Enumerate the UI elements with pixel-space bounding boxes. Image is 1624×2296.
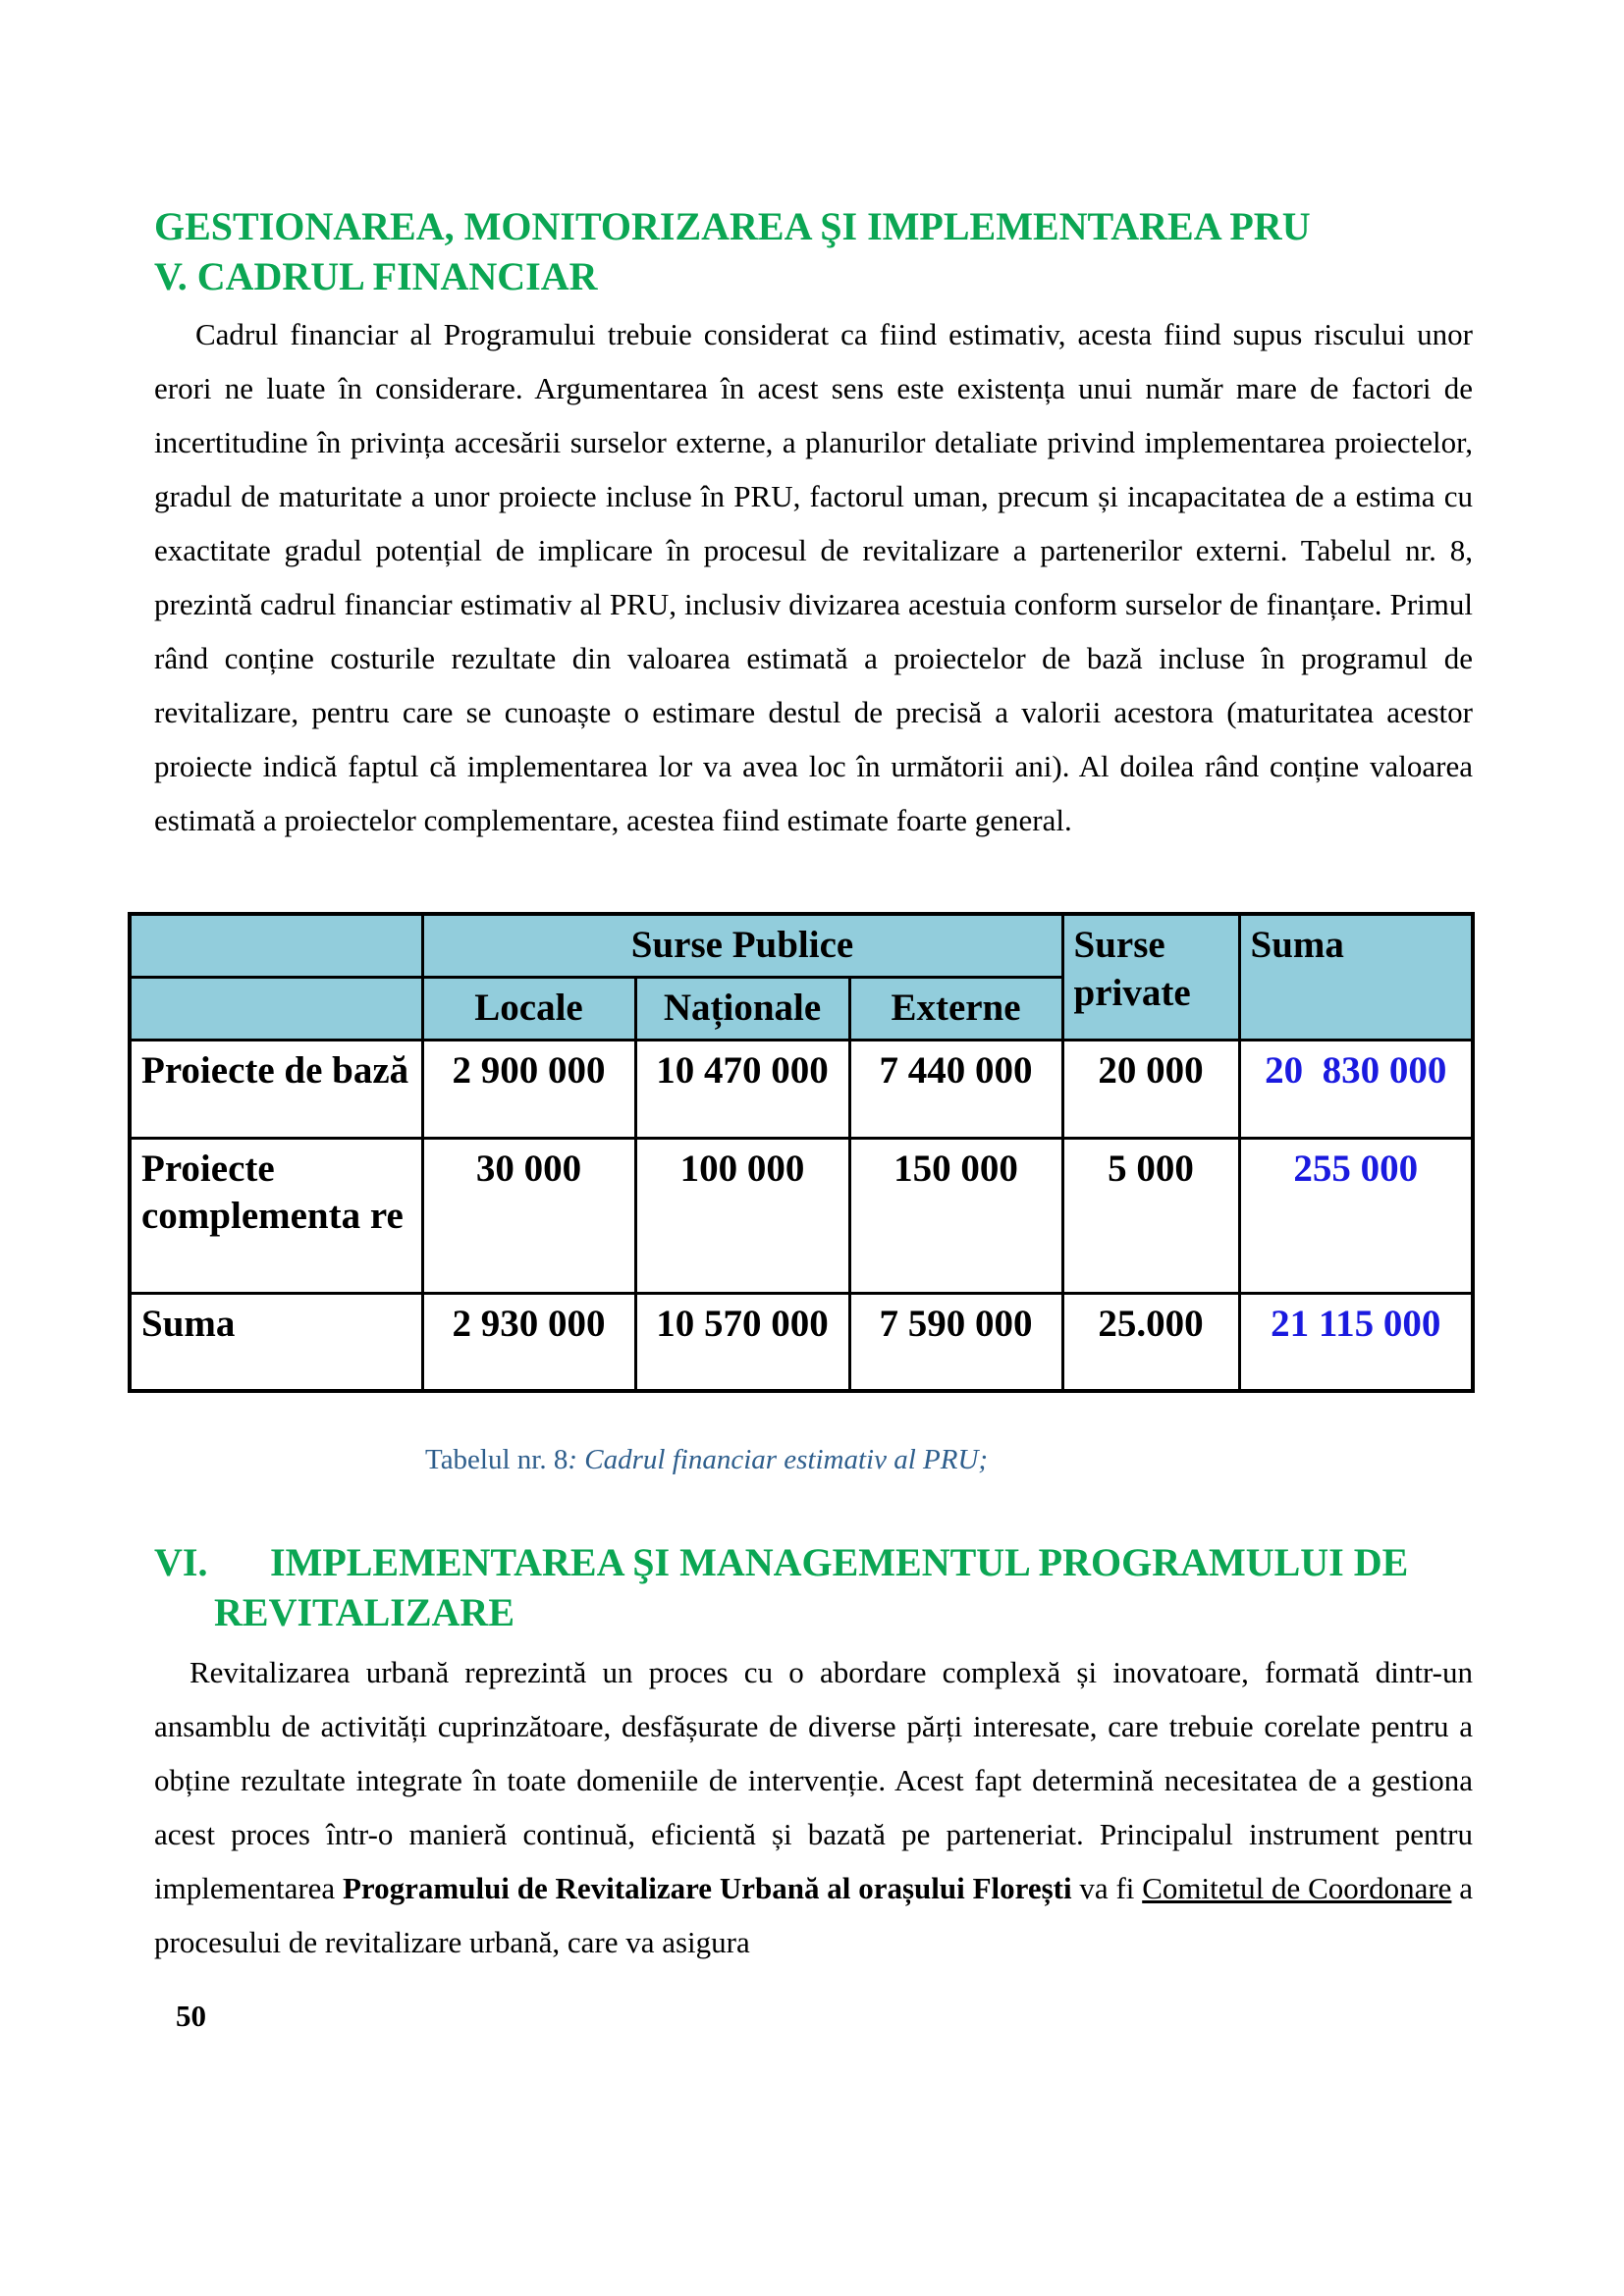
cell-nationale: 10 570 000 — [635, 1293, 849, 1391]
paragraph-cadru-financiar: Cadrul financiar al Programului trebuie considerat ca fiind estimativ, acesta fiind supus riscului unor erori ne luate în considerare. Argumentarea în acest sens este existența unui număr mare de factori de incertitudine în privința accesării surselor externe, a planurilor detaliate privind implementarea proiectelor, gradul de maturitate a unor proiecte incluse în PRU, factorul uman, precum și incapacitatea de a estima cu exactitate gradul potențial de implicare în procesul de revitalizare a partenerilor externi. Tabelul nr. 8, prezintă cadrul financiar estimativ al PRU, inclusiv divizarea acestuia conform surselor de finanțare. Primul rând conține costurile rezultate din valoarea estimată a proiectelor de bază incluse în programul de revitalizare, pentru care se cunoaște o estimare destul de precisă a valorii acestora (maturitatea acestor proiecte indică faptul că implementarea lor va avea loc în următorii ani). Al doilea rând conține valoarea estimată a proiectelor complementare, acestea fiind estimate foarte general. — [154, 317, 1473, 837]
paragraph-revitalizare-text: a procesului de revitalizare urbană, care va asigura — [154, 1871, 1473, 1959]
financial-table — [128, 912, 1475, 1393]
cell-private: 5 000 — [1062, 1138, 1239, 1293]
heading-vi-line2: REVITALIZARE — [214, 1590, 514, 1634]
cell-nationale: 100 000 — [635, 1138, 849, 1293]
program-name-bold: Programului de Revitalizare Urbană al orașului Florești — [343, 1871, 1072, 1905]
paragraph-revitalizare-text: Revitalizarea urbană reprezintă un proces cu o abordare complexă și inovatoare, formată dintr-un ansamblu de activități cuprinzătoare, desfășurate de diverse părți interesate, care trebuie corelate pentru a obține rezultate integrate în toate domeniile de intervenție. Acest fapt determină necesitatea de a gestiona acest proces într-o manieră continuă, eficientă și bazată pe parteneriat. Principalul instrument pentru implementarea — [154, 1655, 1473, 1905]
cell-locale: 30 000 — [422, 1138, 635, 1293]
heading-gestionarea: GESTIONAREA, MONITORIZAREA ŞI IMPLEMENTAREA PRU — [154, 204, 1311, 248]
page-number: 50 — [176, 1999, 206, 2033]
cell-nationale: 10 470 000 — [635, 1040, 849, 1138]
table-row-proiecte-complementare — [130, 1138, 1473, 1293]
row-label: Suma — [130, 1293, 422, 1391]
table-row-proiecte-de-baza — [130, 1040, 1473, 1138]
cell-private: 20 000 — [1062, 1040, 1239, 1138]
table-corner-cell-2 — [130, 977, 422, 1040]
heading-vi-text: IMPLEMENTAREA ŞI MANAGEMENTUL PROGRAMULUI DE — [270, 1540, 1409, 1584]
paragraph-revitalizare-text: va fi — [1071, 1871, 1143, 1905]
cell-externe: 150 000 — [849, 1138, 1062, 1293]
header-nationale: Naționale — [635, 977, 849, 1040]
header-externe: Externe — [849, 977, 1062, 1040]
table-row-suma — [130, 1293, 1473, 1391]
heading-vi-line1 — [154, 1537, 1473, 1587]
table-caption-title: : Cadrul financiar estimativ al PRU; — [568, 1444, 989, 1475]
heading-vi — [154, 1537, 1473, 1637]
heading-cadrul-financiar: V. CADRUL FINANCIAR — [154, 254, 598, 298]
comitetul-underlined: Comitetul de Coordonare — [1142, 1871, 1452, 1905]
cell-externe: 7 590 000 — [849, 1293, 1062, 1391]
cell-externe: 7 440 000 — [849, 1040, 1062, 1138]
paragraph-revitalizare — [154, 1645, 1473, 1969]
table-caption-label: Tabelul nr. 8 — [425, 1444, 568, 1475]
header-locale: Locale — [422, 977, 635, 1040]
cell-private: 25.000 — [1062, 1293, 1239, 1391]
cell-suma-total: 20 830 000 — [1239, 1040, 1473, 1138]
header-surse-private: Surse private — [1062, 914, 1239, 1040]
table-corner-cell — [130, 914, 422, 977]
cell-suma-total: 21 115 000 — [1239, 1293, 1473, 1391]
cell-suma-total: 255 000 — [1239, 1138, 1473, 1293]
cell-locale: 2 930 000 — [422, 1293, 635, 1391]
row-label: Proiecte de bază — [130, 1040, 422, 1138]
table-caption — [425, 1444, 1473, 1476]
header-surse-publice: Surse Publice — [422, 914, 1062, 977]
table-header-row-1 — [130, 914, 1473, 977]
row-label: Proiecte complementa re — [130, 1138, 422, 1293]
cell-locale: 2 900 000 — [422, 1040, 635, 1138]
heading-vi-number: VI. — [154, 1540, 208, 1584]
header-suma: Suma — [1239, 914, 1473, 1040]
